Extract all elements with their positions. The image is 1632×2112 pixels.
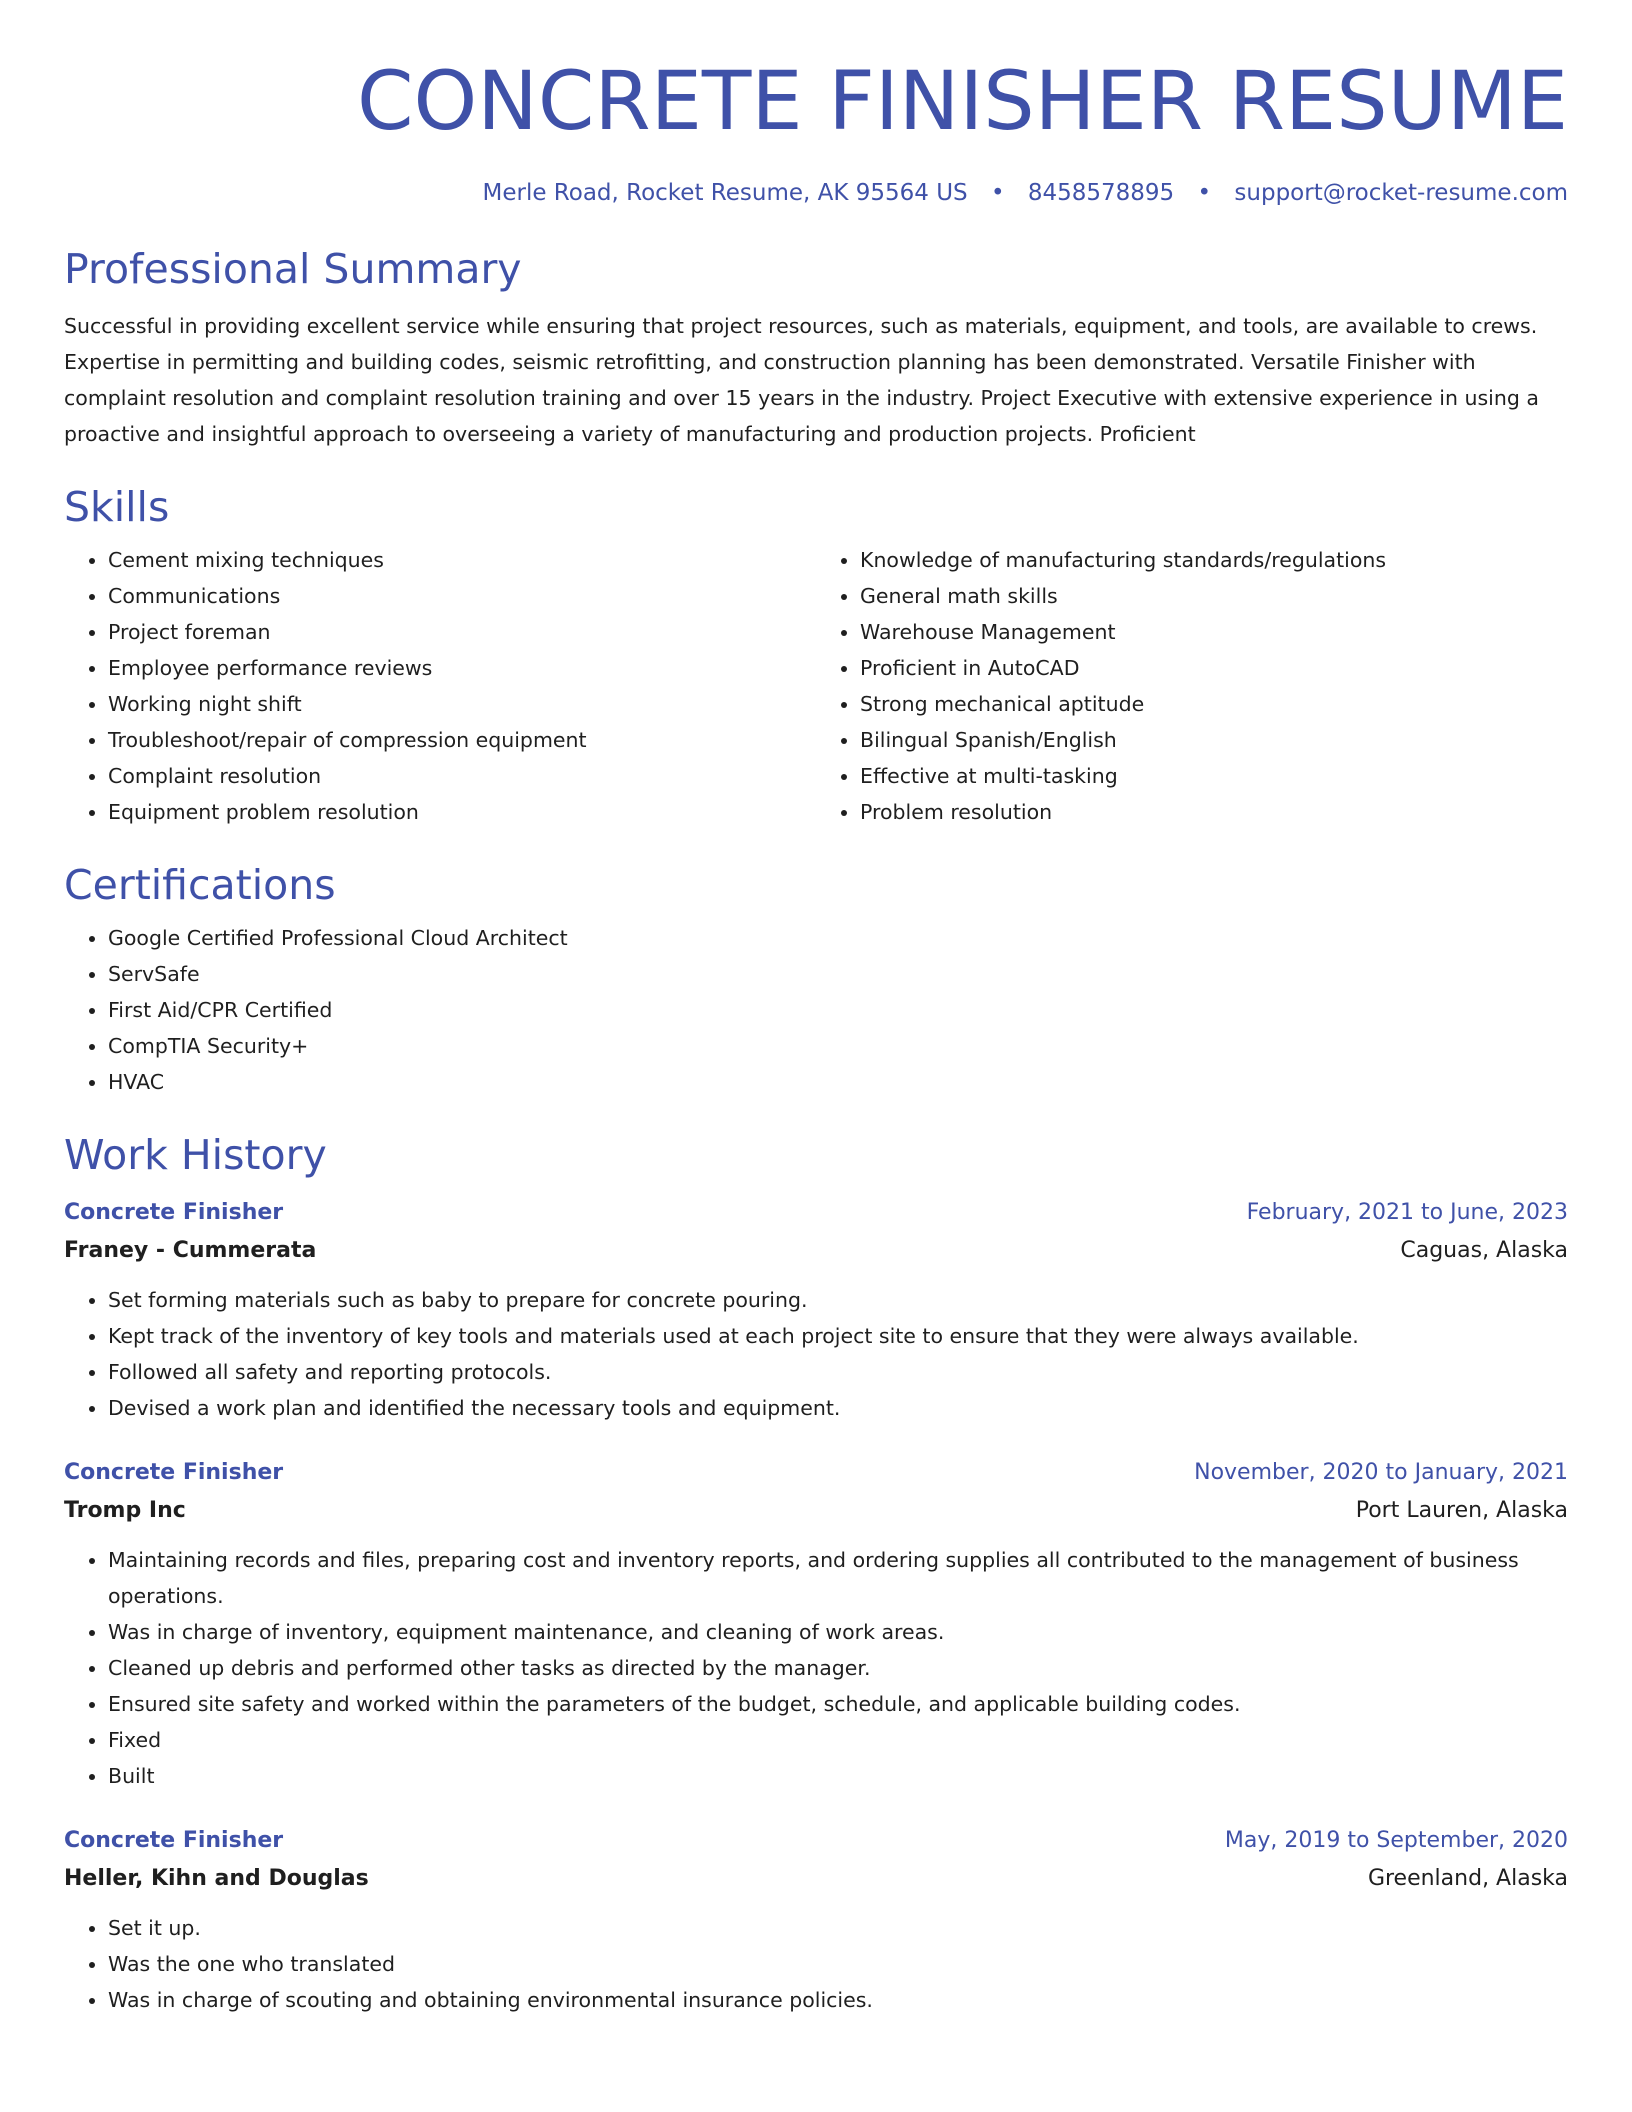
list-item: • Cement mixing techniques bbox=[108, 542, 816, 578]
job-location: Port Lauren, Alaska bbox=[1355, 1498, 1568, 1523]
list-item: • Warehouse Management bbox=[860, 614, 1568, 650]
job-title: Concrete Finisher bbox=[64, 1460, 284, 1485]
contact-separator: • bbox=[1197, 180, 1212, 206]
list-item: • Problem resolution bbox=[860, 794, 1568, 830]
contact-address: Merle Road, Rocket Resume, AK 95564 US bbox=[482, 180, 968, 206]
list-item: • Kept track of the inventory of key tools and materials used at each project site to ensure that they were always available. bbox=[108, 1318, 1568, 1354]
contact-email: support@rocket-resume.com bbox=[1234, 180, 1568, 206]
list-item: • Was in charge of scouting and obtaining environmental insurance policies. bbox=[108, 1982, 1568, 2018]
contact-phone: 8458578895 bbox=[1027, 180, 1175, 206]
list-item: • Was in charge of inventory, equipment maintenance, and cleaning of work areas. bbox=[108, 1614, 1568, 1650]
skills-heading: Skills bbox=[64, 483, 170, 531]
job-title: Concrete Finisher bbox=[64, 1200, 284, 1225]
work-history-list bbox=[64, 1194, 1568, 2018]
list-item: • Ensured site safety and worked within the parameters of the budget, schedule, and applicable building codes. bbox=[108, 1686, 1568, 1722]
list-item: • Maintaining records and files, preparing cost and inventory reports, and ordering supplies all contributed to the management of business operations. bbox=[108, 1542, 1568, 1614]
list-item: • General math skills bbox=[860, 578, 1568, 614]
job-location: Caguas, Alaska bbox=[1400, 1238, 1568, 1263]
skills-left-column bbox=[64, 542, 816, 830]
work-history-heading: Work History bbox=[64, 1131, 327, 1179]
contact-line bbox=[64, 178, 1568, 208]
job-location: Greenland, Alaska bbox=[1367, 1866, 1568, 1891]
summary-heading: Professional Summary bbox=[64, 245, 522, 293]
contact-separator: • bbox=[990, 180, 1005, 206]
list-item: • Bilingual Spanish/English bbox=[860, 722, 1568, 758]
certifications-list bbox=[64, 920, 1568, 1100]
job-entry bbox=[64, 1194, 1568, 1426]
list-item: • Followed all safety and reporting protocols. bbox=[108, 1354, 1568, 1390]
list-item: • Cleaned up debris and performed other tasks as directed by the manager. bbox=[108, 1650, 1568, 1686]
list-item: • Communications bbox=[108, 578, 816, 614]
job-title: Concrete Finisher bbox=[64, 1828, 284, 1853]
list-item: • Devised a work plan and identified the necessary tools and equipment. bbox=[108, 1390, 1568, 1426]
job-company: Franey - Cummerata bbox=[64, 1238, 317, 1263]
list-item: • Troubleshoot/repair of compression equipment bbox=[108, 722, 816, 758]
job-company: Heller, Kihn and Douglas bbox=[64, 1866, 369, 1891]
job-dates: February, 2021 to June, 2023 bbox=[1246, 1200, 1568, 1225]
list-item: • Set forming materials such as baby to prepare for concrete pouring. bbox=[108, 1282, 1568, 1318]
skills-list bbox=[64, 532, 1568, 830]
summary-text: Successful in providing excellent service while ensuring that project resources, such as materials, equipment, and tools, are available to crews. Expertise in permitting and building codes, seismic retrofitting, and construction planning has been demonstrated. Versatile Finisher with complaint resolution and complaint resolution training and over 15 years in the industry. Project Executive with extensive experience in using a proactive and insightful approach to overseeing a variety of manufacturing and production projects. Proficient bbox=[64, 314, 1539, 446]
job-dates: November, 2020 to January, 2021 bbox=[1194, 1460, 1568, 1485]
list-item: • Built bbox=[108, 1758, 1568, 1794]
job-company-row bbox=[64, 1860, 1568, 1898]
resume-title: CONCRETE FINISHER RESUME bbox=[356, 55, 1568, 149]
skills-right-column bbox=[816, 542, 1568, 830]
list-item: • First Aid/CPR Certified bbox=[108, 992, 1568, 1028]
list-item: • HVAC bbox=[108, 1064, 1568, 1100]
list-item: • Was the one who translated bbox=[108, 1946, 1568, 1982]
job-title-row bbox=[64, 1454, 1568, 1492]
resume-header bbox=[64, 0, 1568, 208]
job-company-row bbox=[64, 1232, 1568, 1270]
list-item: • Google Certified Professional Cloud Architect bbox=[108, 920, 1568, 956]
job-title-row bbox=[64, 1194, 1568, 1232]
certifications-heading: Certifications bbox=[64, 861, 336, 909]
list-item: • CompTIA Security+ bbox=[108, 1028, 1568, 1064]
list-item: • Proficient in AutoCAD bbox=[860, 650, 1568, 686]
job-entry bbox=[64, 1454, 1568, 1794]
job-entry bbox=[64, 1822, 1568, 2018]
job-bullets bbox=[64, 1282, 1568, 1426]
list-item: • Fixed bbox=[108, 1722, 1568, 1758]
job-bullets bbox=[64, 1910, 1568, 2018]
list-item: • ServSafe bbox=[108, 956, 1568, 992]
job-title-row bbox=[64, 1822, 1568, 1860]
list-item: • Complaint resolution bbox=[108, 758, 816, 794]
list-item: • Effective at multi-tasking bbox=[860, 758, 1568, 794]
list-item: • Equipment problem resolution bbox=[108, 794, 816, 830]
list-item: • Strong mechanical aptitude bbox=[860, 686, 1568, 722]
job-company-row bbox=[64, 1492, 1568, 1530]
list-item: • Employee performance reviews bbox=[108, 650, 816, 686]
list-item: • Working night shift bbox=[108, 686, 816, 722]
job-company: Tromp Inc bbox=[64, 1498, 186, 1523]
job-dates: May, 2019 to September, 2020 bbox=[1224, 1828, 1568, 1853]
job-bullets bbox=[64, 1542, 1568, 1794]
list-item: • Set it up. bbox=[108, 1910, 1568, 1946]
list-item: • Project foreman bbox=[108, 614, 816, 650]
list-item: • Knowledge of manufacturing standards/regulations bbox=[860, 542, 1568, 578]
